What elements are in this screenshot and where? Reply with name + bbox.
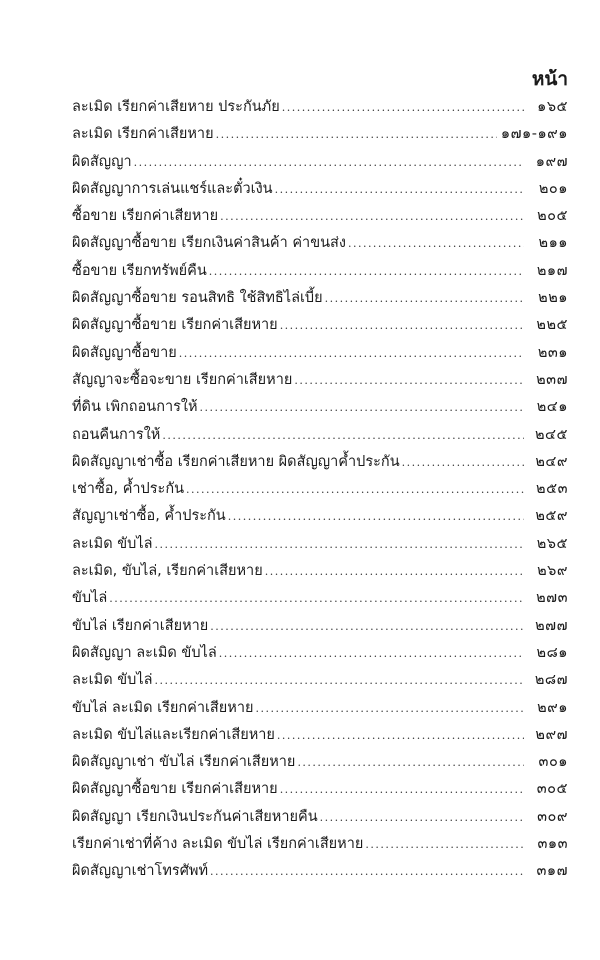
toc-entry bbox=[72, 858, 568, 885]
toc-entry-title: ซื้อขาย เรียกค่าเสียหาย bbox=[72, 208, 219, 225]
toc-entry-page-number: ๒๔๑ bbox=[536, 399, 568, 416]
toc-entry bbox=[72, 94, 568, 121]
dot-leader bbox=[186, 476, 524, 503]
toc-entry bbox=[72, 149, 568, 176]
toc-entry-title: เรียกค่าเช่าที่ค้าง ละเมิด ขับไล่ เรียกค่าเสียหาย bbox=[72, 836, 364, 853]
toc-entry-page-number: ๒๕๙ bbox=[535, 508, 568, 525]
dot-leader bbox=[179, 340, 524, 367]
toc-entry-title: ขับไล่ bbox=[72, 590, 108, 607]
toc-entry bbox=[72, 776, 568, 803]
toc-entry bbox=[72, 285, 568, 312]
toc-entry bbox=[72, 449, 568, 476]
dot-leader bbox=[277, 722, 524, 749]
toc-entry-title: ผิดสัญญาซื้อขาย รอนสิทธิ ใช้สิทธิไล่เบี้ย bbox=[72, 290, 323, 307]
dot-leader bbox=[402, 449, 524, 476]
toc-entry-title: ละเมิด เรียกค่าเสียหาย ประกันภัย bbox=[72, 99, 280, 115]
toc-entry bbox=[72, 749, 568, 776]
page-column-label: หน้า bbox=[531, 68, 568, 90]
toc-entry-title: ผิดสัญญาซื้อขาย เรียกเงินค่าสินค้า ค่าขนส่ง bbox=[72, 235, 346, 252]
dot-leader bbox=[282, 94, 524, 121]
toc-entry-page-number: ๒๐๕ bbox=[537, 208, 568, 225]
toc-entry-page-number: ๒๙๗ bbox=[535, 726, 568, 743]
toc-entry-page-number: ๒๓๗ bbox=[536, 371, 568, 388]
toc-entry-page-number: ๒๖๕ bbox=[536, 535, 568, 552]
toc-entry-title: ผิดสัญญา bbox=[72, 153, 132, 170]
toc-entry bbox=[72, 531, 568, 558]
dot-leader bbox=[280, 776, 524, 803]
toc-entry-title: ละเมิด ขับไล่ bbox=[72, 535, 153, 552]
toc-entry-title: ซื้อขาย เรียกทรัพย์คืน bbox=[72, 262, 207, 279]
toc-entry bbox=[72, 203, 568, 230]
toc-entry bbox=[72, 558, 568, 585]
toc-entry-page-number: ๒๓๑ bbox=[537, 344, 568, 361]
toc-entry bbox=[72, 503, 568, 530]
toc-entry-page-number: ๒๕๓ bbox=[536, 481, 568, 498]
toc-entry bbox=[72, 804, 568, 831]
toc-entry-page-number: ๒๑๗ bbox=[536, 262, 568, 279]
dot-leader bbox=[348, 230, 524, 257]
toc-entry-page-number: ๒๒๕ bbox=[536, 317, 568, 334]
toc-entry-page-number: ๑๗๑-๑๙๑ bbox=[500, 126, 568, 143]
dot-leader bbox=[255, 695, 524, 722]
toc-entry bbox=[72, 312, 568, 339]
toc-entry bbox=[72, 722, 568, 749]
dot-leader bbox=[216, 121, 497, 148]
toc-entry-title: ผิดสัญญา เรียกเงินประกันค่าเสียหายคืน bbox=[72, 808, 318, 825]
toc-entry-page-number: ๒๗๗ bbox=[535, 617, 568, 634]
toc-entry bbox=[72, 258, 568, 285]
table-of-contents bbox=[72, 94, 568, 886]
toc-entry-title: เช่าซื้อ, ค้ำประกัน bbox=[72, 481, 185, 498]
dot-leader bbox=[228, 503, 524, 530]
dot-leader bbox=[325, 285, 524, 312]
toc-entry bbox=[72, 585, 568, 612]
toc-entry bbox=[72, 367, 568, 394]
dot-leader bbox=[200, 394, 524, 421]
dot-leader bbox=[109, 585, 524, 612]
dot-leader bbox=[209, 258, 524, 285]
dot-leader bbox=[162, 422, 524, 449]
dot-leader bbox=[220, 203, 524, 230]
toc-entry-title: ขับไล่ เรียกค่าเสียหาย bbox=[72, 617, 209, 634]
toc-entry bbox=[72, 394, 568, 421]
dot-leader bbox=[365, 831, 524, 858]
toc-entry-title: ละเมิด เรียกค่าเสียหาย bbox=[72, 126, 214, 143]
toc-entry-title: ขับไล่ ละเมิด เรียกค่าเสียหาย bbox=[72, 699, 254, 716]
toc-entry-title: ละเมิด, ขับไล่, เรียกค่าเสียหาย bbox=[72, 563, 263, 580]
dot-leader bbox=[265, 558, 524, 585]
toc-entry bbox=[72, 613, 568, 640]
toc-entry-page-number: ๒๗๓ bbox=[536, 590, 568, 607]
toc-entry bbox=[72, 230, 568, 257]
toc-entry bbox=[72, 121, 568, 148]
toc-entry-page-number: ๒๐๑ bbox=[538, 180, 568, 197]
toc-entry-title: ผิดสัญญาการเล่นแชร์และตั๋วเงิน bbox=[72, 180, 273, 197]
toc-entry-page-number: ๒๒๑ bbox=[538, 290, 568, 307]
toc-entry-title: ผิดสัญญาซื้อขาย เรียกค่าเสียหาย bbox=[72, 317, 278, 334]
toc-entry bbox=[72, 476, 568, 503]
toc-entry-page-number: ๒๘๗ bbox=[534, 672, 568, 689]
toc-entry bbox=[72, 640, 568, 667]
toc-entry-page-number: ๒๔๕ bbox=[534, 426, 568, 443]
toc-entry-title: ผิดสัญญาเช่าโทรศัพท์ bbox=[72, 863, 209, 880]
toc-entry-page-number: ๑๖๕ bbox=[537, 99, 568, 115]
dot-leader bbox=[134, 149, 524, 176]
toc-entry-page-number: ๒๘๑ bbox=[536, 644, 568, 661]
toc-entry-page-number: ๒๔๙ bbox=[535, 453, 568, 470]
dot-leader bbox=[275, 176, 524, 203]
dot-leader bbox=[210, 613, 524, 640]
toc-entry-title: ผิดสัญญาเช่า ขับไล่ เรียกค่าเสียหาย bbox=[72, 754, 296, 771]
toc-entry-title: ผิดสัญญาซื้อขาย bbox=[72, 344, 177, 361]
toc-entry bbox=[72, 831, 568, 858]
toc-entry-title: ถอนคืนการให้ bbox=[72, 426, 161, 443]
dot-leader bbox=[280, 312, 524, 339]
dot-leader bbox=[155, 531, 524, 558]
dot-leader bbox=[210, 858, 524, 885]
toc-entry-title: ละเมิด ขับไล่ bbox=[72, 672, 153, 689]
dot-leader bbox=[294, 367, 524, 394]
toc-entry-title: ผิดสัญญา ละเมิด ขับไล่ bbox=[72, 644, 217, 661]
toc-entry-page-number: ๑๙๗ bbox=[535, 153, 568, 170]
toc-entry-page-number: ๓๑๓ bbox=[537, 836, 568, 853]
toc-entry bbox=[72, 340, 568, 367]
toc-entry-page-number: ๒๙๑ bbox=[537, 699, 568, 716]
toc-entry-title: สัญญาจะซื้อจะขาย เรียกค่าเสียหาย bbox=[72, 371, 293, 388]
dot-leader bbox=[320, 804, 524, 831]
toc-entry-page-number: ๒๑๑ bbox=[538, 235, 568, 252]
toc-entry-page-number: ๓๐๑ bbox=[538, 754, 568, 771]
dot-leader bbox=[219, 640, 524, 667]
toc-entry-title: ผิดสัญญาเช่าซื้อ เรียกค่าเสียหาย ผิดสัญญาค้ำประกัน bbox=[72, 453, 400, 470]
toc-entry-page-number: ๓๐๕ bbox=[536, 781, 568, 798]
toc-entry-title: สัญญาเช่าซื้อ, ค้ำประกัน bbox=[72, 508, 226, 525]
toc-entry-title: ละเมิด ขับไล่และเรียกค่าเสียหาย bbox=[72, 726, 275, 743]
dot-leader bbox=[297, 749, 524, 776]
toc-entry-page-number: ๓๑๗ bbox=[536, 863, 568, 880]
toc-entry bbox=[72, 667, 568, 694]
toc-entry bbox=[72, 422, 568, 449]
toc-entry bbox=[72, 695, 568, 722]
toc-entry bbox=[72, 176, 568, 203]
toc-entry-page-number: ๓๐๙ bbox=[537, 808, 568, 825]
toc-entry-title: ผิดสัญญาซื้อขาย เรียกค่าเสียหาย bbox=[72, 781, 278, 798]
toc-entry-page-number: ๒๖๙ bbox=[537, 563, 568, 580]
dot-leader bbox=[155, 667, 524, 694]
toc-entry-title: ที่ดิน เพิกถอนการให้ bbox=[72, 399, 198, 416]
